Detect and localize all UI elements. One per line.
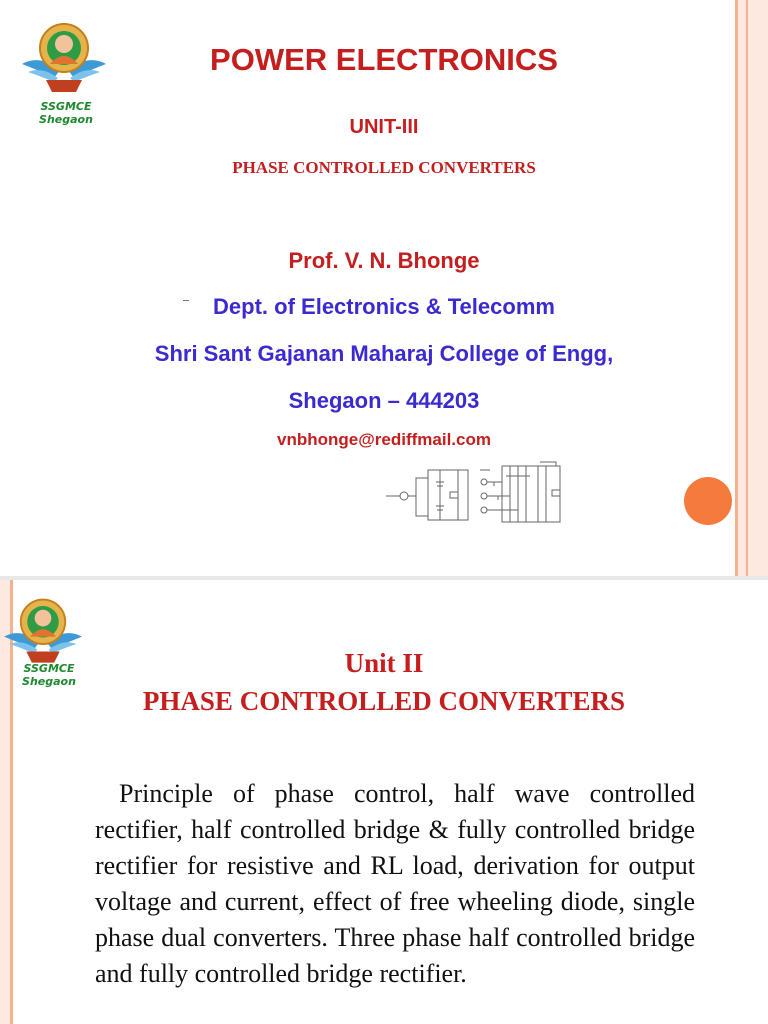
author-name: Prof. V. N. Bhonge (288, 248, 480, 273)
unit-heading: Unit II (344, 648, 424, 678)
syllabus-paragraph: Principle of phase control, half wave controlled rectifier, half controlled bridge & fully controlled bridge rectifier for resistive and RL load, derivation for output voltage and current, effect of free wheeling diode, single phase dual converters. Three phase half controlled bridge and fully controlled bridge rectifier. (95, 779, 695, 988)
syllabus-slide (0, 580, 768, 1024)
department: Dept. of Electronics & Telecomm (213, 294, 555, 319)
logo-caption-line-1: SSGMCE (23, 662, 75, 675)
logo-caption-line-2: Shegaon (39, 113, 93, 126)
converter-circuit-diagrams-icon (380, 456, 580, 528)
college-city: Shegaon – 444203 (288, 388, 480, 413)
presentation-title: POWER ELECTRONICS (210, 42, 558, 77)
logo-caption-line-1: SSGMCE (40, 100, 92, 113)
college-name: Shri Sant Gajanan Maharaj College of Engg, (154, 341, 614, 366)
unit-label: UNIT-III (349, 116, 419, 138)
author-email: vnbhonge@rediffmail.com (277, 430, 491, 449)
unit-subtitle: PHASE CONTROLLED CONVERTERS (232, 158, 536, 177)
logo-caption-line-2: Shegaon (22, 675, 76, 688)
unit-subheading: PHASE CONTROLLED CONVERTERS (142, 686, 626, 716)
right-decorative-border (735, 0, 768, 580)
decorative-orange-circle (684, 477, 732, 525)
